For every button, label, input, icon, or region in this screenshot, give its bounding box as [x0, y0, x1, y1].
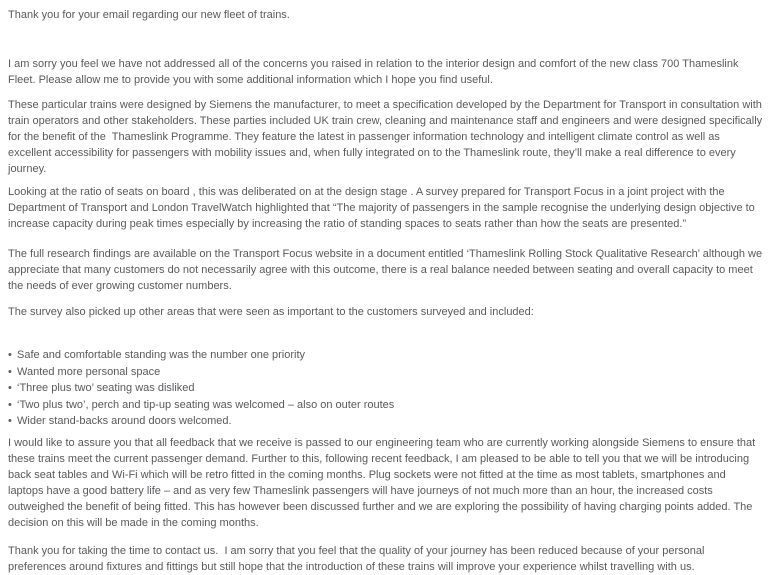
bullet-icon: • — [8, 365, 12, 378]
bullet-list — [8, 347, 763, 430]
paragraph-closing: Thank you for taking the time to contact us. I am sorry that you feel that the quality of your journey has been reduced because of your personal preferences around fixtures and fittings but still hope that the introduction of these trains will improve your experience whilst travelling with us. — [8, 544, 708, 573]
bullet-icon: • — [8, 398, 12, 411]
email-body — [8, 7, 766, 575]
list-item-text: Safe and comfortable standing was the number one priority — [17, 349, 305, 361]
list-item — [8, 364, 763, 381]
list-item — [8, 397, 763, 414]
bullet-icon: • — [8, 349, 12, 361]
list-item-text: Wider stand-backs around doors welcomed. — [17, 415, 232, 427]
bullet-icon: • — [8, 382, 12, 394]
list-item-text: ‘Three plus two’ seating was disliked — [17, 382, 195, 394]
paragraph-seat-ratio-survey: Looking at the ratio of seats on board , this was deliberated on at the design stage . A survey prepared for Transport Focus in a joint project with the Department of Transport and London TravelWatch highlighted that “The majority of passengers in the sample recognise the underlying design objective to increase capacity during peak times especially by increasing the ratio of standing spaces to seats rather than how the seats are presented.” — [8, 186, 758, 230]
paragraph-apology: I am sorry you feel we have not addressed all of the concerns you raised in relation to the interior design and comfort of the new class 700 Thameslink Fleet. Please allow me to provide you with some additional information which I hope you find useful. — [8, 58, 742, 86]
list-item — [8, 347, 763, 364]
paragraph-research-findings: The full research findings are available on the Transport Focus website in a document entitled ‘Thameslink Rolling Stock Qualitative Research’ although we appreciate that many customers do not necessarily agree with this outcome, there is a real balance needed between seating and overall capacity to meet the needs of ever growing customer numbers. — [8, 248, 766, 292]
paragraph-train-design: These particular trains were designed by Siemens the manufacturer, to meet a specification developed by the Department for Transport in consultation with train operators and other stakeholders. These parties included UK train crew, cleaning and maintenance staff and engineers and were designed specifically for the benefit of the Thameslink Programme. They feature the latest in passenger information technology and intelligent climate control as well as excellent accessibility for passengers with mobility issues and, when fully integrated on to the Thameslink route, they’ll make a real difference to every journey. — [8, 99, 766, 175]
bullet-icon: • — [8, 415, 12, 427]
paragraph-feedback-improvements: I would like to assure you that all feedback that we receive is passed to our engineering team who are currently working alongside Siemens to ensure that these trains meet the current passenger demand. Further to this, following recent feedback, I am pleased to be able to tell you that we will be introducing back seat tables and Wi-Fi which will be retro fitted in the coming months. Plug sockets were not fitted at the time as most tablets, smartphones and laptops have a good battery life – and as very few Thameslink passengers will have journeys of not much more than an hour, the increased costs outweighed the benefit of being fitted. This has however been discussed further and we are exploring the possibility of having charging points added. The decision on this will be made in the coming months. — [8, 436, 759, 529]
list-item — [8, 413, 763, 430]
list-item — [8, 380, 763, 397]
paragraph-survey-areas-lead-in: The survey also picked up other areas that were seen as important to the customers surveyed and included: — [8, 306, 534, 318]
list-item-text: Wanted more personal space — [17, 365, 161, 378]
list-item-text: ‘Two plus two’, perch and tip-up seating was welcomed – also on outer routes — [17, 398, 395, 411]
paragraph-thanks-intro: Thank you for your email regarding our new fleet of trains. — [8, 9, 290, 21]
